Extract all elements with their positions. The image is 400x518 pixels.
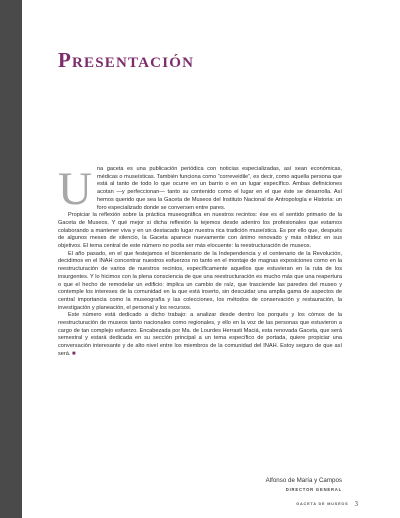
paragraph-4-text: Este número está dedicado a dicho trabajo: a analizar desde dentro los porqués y los cómos de la reestructuración de museos tanto nacionales como regionales, y ello en la voz de las personas que estuvieron a cargo de tan complejo esfuerzo. Encabezada por Ma. de Lourdes Herrasti Maciá, esta renovada Gaceta, que será semestral y estará dedicada en su sección principal a un tema específico de portada, quiere propiciar una conversación interesante y de alto nivel entre los miembros de la comunidad del INAH. Estoy seguro de que así será. [58,312,342,357]
paragraph-4 [58,312,342,358]
paragraph-1-text: na gaceta es una publicación periódica con noticias especializadas, así sean económicas, médicas o museísticas. También funciona como “correveidile”, es decir, como aquella persona que está al tanto de todo lo que ocurre en un barrio o en un lugar específico. Ambas definiciones acotan —y perfeccionan— tanto su contenido como el lugar en el que éste se desarrolla. Así hemos querido que sea la Gaceta de Museos del Instituto Nacional de Antropología e Historia: un foro especializado donde se conversen entre pares. [96,166,342,211]
body-text [58,163,342,359]
paragraph-2: Propiciar la reflexión sobre la práctica museográfica en nuestros recintos: ése es el sentido primario de la Gaceta de Museos. Y qué mejor si dicha reflexión la tejemos desde adentro los profesionales que estamos colaborando a mantener viva y en un destacado lugar nuestra rica tradición museística. Es por ello que, después de algunos meses de silencio, la Gaceta aparece nuevamente con ánimo renovado y más nítidez en sus objetivos. El tema central de este número no podía ser más elocuente: la reestructuración de museos. [58,212,342,250]
footer-publication: GACETA DE MUSEOS [296,502,349,506]
page-title: Presentación [58,48,195,72]
sidebar-bar [0,0,22,518]
paragraph-3: El año pasado, en el que festejamos el bicentenario de la Independencia y el centenario de la Revolución, decidimos en el INAH concentrar nuestros esfuerzos no tanto en el montaje de magnas exposiciones como en la reestructuración de varios de nuestros recintos, específicamente aquellos que estuvieran en la ruta de los insurgentes. Y lo hicimos con la plena consciencia de que una reestructuración es mucho más que una reapertura o que el hecho de remodelar un edificio: implica un cambio de raíz, que trasciende las paredes del museo y contemple los intereses de la comunidad en la que está inserto, sin descuidar una amplia gama de aspectos de central importancia como la museografía y las colecciones, los métodos de conservación y restauración, la investigación y planeación, el personal y los recursos. [58,250,342,311]
signature [266,477,342,492]
page-number: 3 [354,500,358,508]
dropcap: U [58,163,92,215]
paragraph-1 [58,163,342,215]
signature-role: DIRECTOR GENERAL [285,487,342,492]
end-mark: ■ [72,350,76,357]
page-footer [296,500,358,508]
signature-name: Alfonso de María y Campos [265,477,342,484]
